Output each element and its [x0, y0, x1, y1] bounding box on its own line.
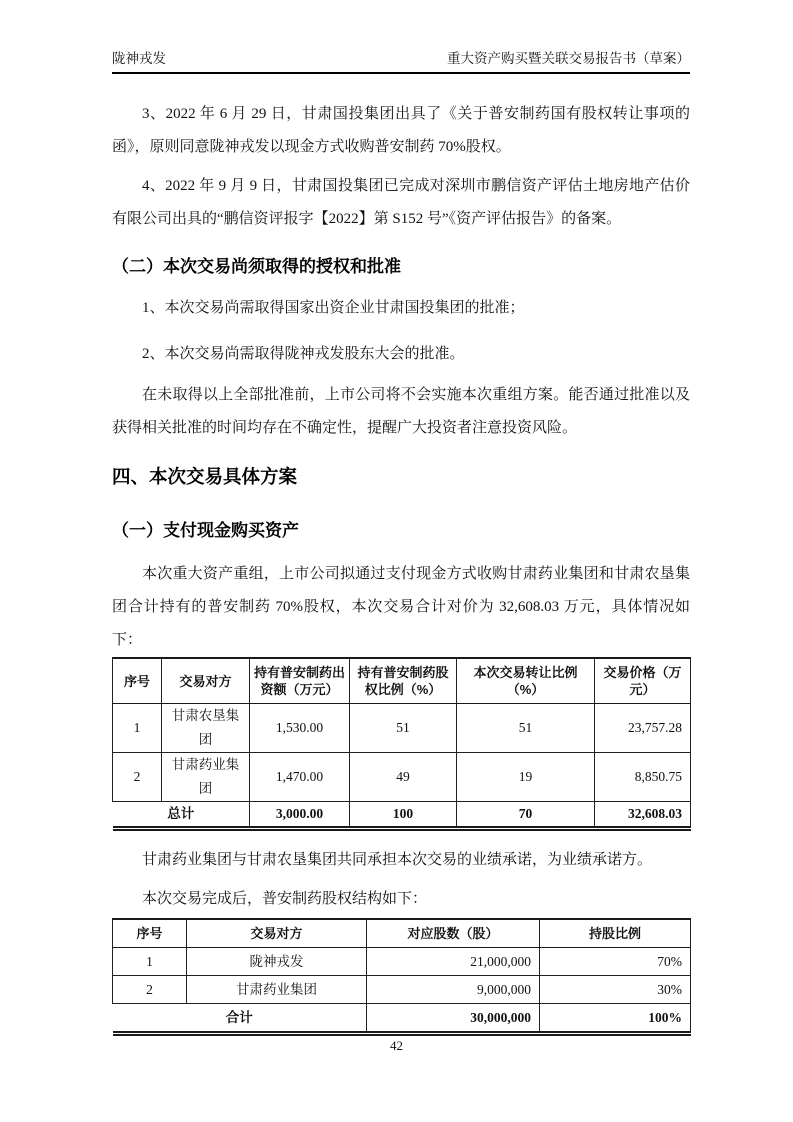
- col-header-transfer-ratio: 本次交易转让比例（%）: [457, 658, 595, 704]
- table-row: [113, 753, 691, 802]
- cell-total-equity-ratio: 100: [350, 802, 457, 829]
- cell-total-capital: 3,000.00: [250, 802, 350, 829]
- doc-title-full: 重大资产购买暨关联交易报告书（草案）: [447, 51, 690, 66]
- cell-counterparty: 甘肃药业集团: [162, 753, 250, 802]
- cell-counterparty: 陇神戎发: [187, 948, 367, 976]
- cell-transfer-ratio: 19: [457, 753, 595, 802]
- table-row: [113, 704, 691, 753]
- purchase-price-table: [112, 657, 691, 831]
- para-post-transaction-intro: 本次交易完成后，普安制药股权结构如下：: [142, 891, 428, 907]
- cell-capital: 1,470.00: [250, 753, 350, 802]
- cell-seq: 1: [113, 704, 162, 753]
- cell-transfer-ratio: 51: [457, 704, 595, 753]
- cell-counterparty: 甘肃药业集团: [187, 976, 367, 1004]
- cell-ratio: 70%: [540, 948, 691, 976]
- para-progress-item-3: 3、2022 年 6 月 29 日，甘肃国投集团出具了《关于普安制药国有股权转让事项的函》，原则同意陇神戎发以现金方式收购普安制药 70%股权。: [112, 106, 690, 155]
- cell-ratio: 30%: [540, 976, 691, 1004]
- table-header-row: [113, 919, 691, 948]
- cell-price: 23,757.28: [595, 704, 691, 753]
- col-header-seq: 序号: [113, 919, 187, 948]
- col-header-price: 交易价格（万元）: [595, 658, 691, 704]
- cell-shares: 9,000,000: [367, 976, 540, 1004]
- para-performance-commitment: 甘肃药业集团与甘肃农垦集团共同承担本次交易的业绩承诺，为业绩承诺方。: [142, 852, 653, 868]
- table-total-row: [113, 802, 691, 829]
- col-header-counterparty: 交易对方: [162, 658, 250, 704]
- table-row: [113, 948, 691, 976]
- cell-equity-ratio: 51: [350, 704, 457, 753]
- col-header-shareholding-ratio: 持股比例: [540, 919, 691, 948]
- cell-total-ratio: 100%: [540, 1004, 691, 1034]
- para-transaction-intro: 本次重大资产重组，上市公司拟通过支付现金方式收购甘肃药业集团和甘肃农垦集团合计持有的普安制药 70%股权，本次交易合计对价为 32,608.03 万元，具体情况如下：: [112, 566, 690, 648]
- doc-title-short: 陇神戎发: [112, 51, 166, 66]
- cell-total-label: 合计: [113, 1004, 367, 1034]
- cell-total-price: 32,608.03: [595, 802, 691, 829]
- col-header-equity-ratio: 持有普安制药股权比例（%）: [350, 658, 457, 704]
- cell-capital: 1,530.00: [250, 704, 350, 753]
- cell-seq: 1: [113, 948, 187, 976]
- para-approval-item-2: 2、本次交易尚需取得陇神戎发股东大会的批准。: [142, 346, 465, 362]
- para-progress-item-4: 4、2022 年 9 月 9 日，甘肃国投集团已完成对深圳市鹏信资产评估土地房地产估价有限公司出具的“鹏信资评报字【2022】第 S152 号”《资产评估报告》的备案。: [112, 178, 690, 227]
- cell-total-transfer-ratio: 70: [457, 802, 595, 829]
- page-number: 42: [390, 1038, 403, 1053]
- col-header-shares: 对应股数（股）: [367, 919, 540, 948]
- para-approval-item-1: 1、本次交易尚需取得国家出资企业甘肃国投集团的批准；: [142, 300, 525, 316]
- heading-section-2-authorizations: （二）本次交易尚须取得的授权和批准: [112, 257, 401, 276]
- cell-total-shares: 30,000,000: [367, 1004, 540, 1034]
- cell-price: 8,850.75: [595, 753, 691, 802]
- heading-chapter-4-plan: 四、本次交易具体方案: [112, 466, 298, 487]
- para-approval-risk-note: 在未取得以上全部批准前，上市公司将不会实施本次重组方案。能否通过批准以及获得相关批准的时间均存在不确定性，提醒广大投资者注意投资风险。: [112, 387, 690, 436]
- table-header-row: [113, 658, 691, 704]
- cell-shares: 21,000,000: [367, 948, 540, 976]
- equity-structure-table: [112, 918, 691, 1036]
- document-body: [112, 0, 690, 1036]
- cell-equity-ratio: 49: [350, 753, 457, 802]
- cell-seq: 2: [113, 976, 187, 1004]
- col-header-seq: 序号: [113, 658, 162, 704]
- cell-seq: 2: [113, 753, 162, 802]
- heading-section-1-cash-purchase: （一）支付现金购买资产: [112, 521, 299, 540]
- table-total-row: [113, 1004, 691, 1034]
- cell-total-label: 总计: [113, 802, 250, 829]
- col-header-capital-contribution: 持有普安制药出资额（万元）: [250, 658, 350, 704]
- cell-counterparty: 甘肃农垦集团: [162, 704, 250, 753]
- col-header-counterparty: 交易对方: [187, 919, 367, 948]
- table-row: [113, 976, 691, 1004]
- page-footer: [0, 1038, 793, 1054]
